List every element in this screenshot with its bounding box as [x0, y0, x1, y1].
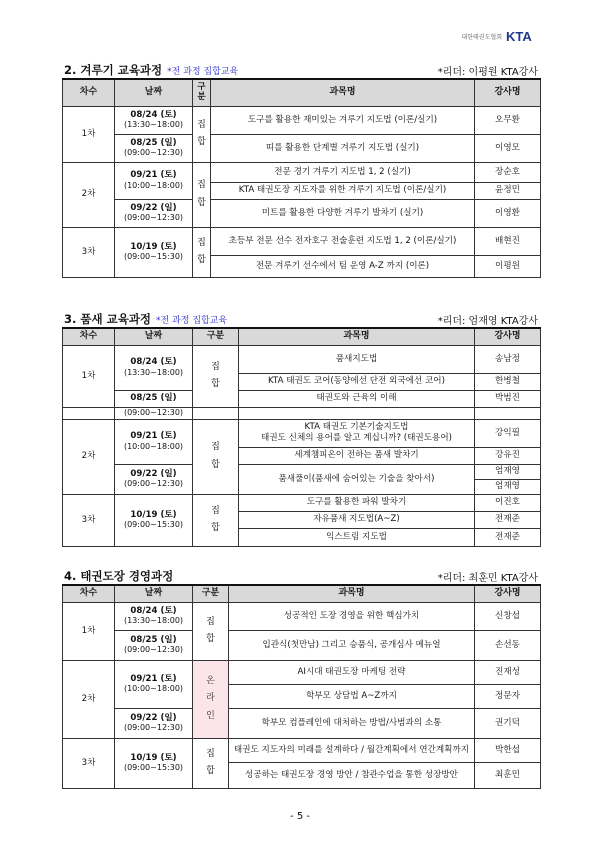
header-round: 차수	[63, 79, 115, 106]
instructor-cell: 최훈민	[475, 762, 541, 788]
table-row	[63, 464, 541, 479]
instructor-cell: 전재준	[475, 511, 541, 528]
instructor-cell: 권기덕	[475, 708, 541, 738]
section-note: *전 과정 집합교육	[167, 67, 239, 77]
instructor-spacer	[475, 407, 541, 419]
round-cell: 3차	[63, 494, 115, 546]
table-row	[63, 345, 541, 373]
instructor-cell: 엄재영	[475, 464, 541, 479]
section-title: 3. 품새 교육과정 *전 과정 집합교육	[64, 312, 228, 326]
date-cell: (09:00~12:30)	[115, 407, 193, 419]
type-cell: 집 합	[193, 738, 229, 788]
date-cell: 10/19 (토) (09:00~15:30)	[115, 738, 193, 788]
date-cell: 09/21 (토) (10:00~18:00)	[115, 660, 193, 708]
instructor-cell: 이평원	[475, 255, 541, 277]
instructor-cell: 장순호	[475, 162, 541, 182]
table-row	[63, 407, 541, 419]
round-cell: 1차	[63, 602, 115, 660]
date-cell: 10/19 (토) (09:00~15:30)	[115, 494, 193, 546]
course-cell: 학부모 컴플레인에 대처하는 방법/사범과의 소통	[229, 708, 475, 738]
type-cell: 집 합	[193, 162, 211, 227]
round-cell: 3차	[63, 738, 115, 788]
course-cell: 입관식(첫만남) 그리고 승품식, 공개심사 메뉴얼	[229, 630, 475, 660]
kta-logo-icon	[506, 29, 542, 43]
date-cell: 09/21 (토) (10:00~18:00)	[115, 162, 193, 199]
header-course: 과목명	[239, 328, 475, 345]
header-course: 과목명	[211, 79, 475, 106]
date-cell: 08/24 (토) (13:30~18:00)	[115, 602, 193, 630]
course-cell: 익스트림 지도법	[239, 528, 475, 546]
instructor-cell: 이진호	[475, 494, 541, 511]
course-cell: KTA 태권도 코어(동양에선 단전 외국에선 코어)	[239, 373, 475, 390]
schedule-table	[62, 584, 541, 789]
round-cell: 2차	[63, 162, 115, 227]
header-date: 날짜	[115, 328, 193, 345]
date-cell: 09/22 (일) (09:00~12:30)	[115, 708, 193, 738]
instructor-cell: 이영모	[475, 134, 541, 162]
course-cell: 전문 겨루기 선수에서 팀 운영 A-Z 까지 (이론)	[211, 255, 475, 277]
table-row	[63, 162, 541, 182]
section-title: 2. 겨루기 교육과정 *전 과정 집합교육	[64, 63, 239, 77]
section-management	[62, 568, 540, 789]
course-cell: 세계챔피온이 전하는 품새 발차기	[239, 447, 475, 464]
course-cell: 태권도와 근육의 이해	[239, 390, 475, 407]
header-round: 차수	[63, 585, 115, 602]
table-row	[63, 390, 541, 407]
header-instructor: 강사명	[475, 328, 541, 345]
header-type: 구분	[193, 328, 239, 345]
table-row	[63, 630, 541, 660]
course-cell: 전문 경기 겨루기 지도법 1, 2 (실기)	[211, 162, 475, 182]
course-cell: AI시대 태권도장 마케팅 전략	[229, 660, 475, 684]
round-cell: 1차	[63, 106, 115, 162]
schedule-table	[62, 78, 541, 278]
org-name-small: 대한태권도협회	[461, 33, 502, 41]
instructor-cell: 송남정	[475, 345, 541, 373]
course-cell: 도구를 활용한 파워 발차기	[239, 494, 475, 511]
instructor-cell: 엄재영	[475, 479, 541, 494]
page-number: - 5 -	[290, 811, 310, 822]
table-row	[63, 199, 541, 213]
instructor-cell: 진재성	[475, 660, 541, 684]
round-cell: 3차	[63, 227, 115, 277]
course-cell: 성공적인 도장 경영을 위한 핵심가치	[229, 602, 475, 630]
date-cell: 08/24 (토) (13:30~18:00)	[115, 106, 193, 134]
course-cell: 품새지도법	[239, 345, 475, 373]
date-cell: 10/19 (토) (09:00~15:30)	[115, 227, 193, 277]
table-row	[63, 738, 541, 762]
type-spacer	[193, 407, 239, 419]
header-round: 차수	[63, 328, 115, 345]
header-instructor: 강사명	[475, 79, 541, 106]
instructor-cell: 배현진	[475, 227, 541, 255]
date-cell: 08/24 (토) (13:30~18:00)	[115, 345, 193, 390]
instructor-cell: 윤정민	[475, 182, 541, 199]
round-cell: 1차	[63, 345, 115, 407]
section-poomsae	[62, 311, 540, 547]
date-cell: 09/21 (토) (10:00~18:00)	[115, 419, 193, 464]
header-type: 구 분	[193, 79, 211, 106]
header-instructor: 강사명	[475, 585, 541, 602]
header-date: 날짜	[115, 585, 193, 602]
section-sparring	[62, 62, 540, 278]
section-leader: *리더: 엄재영 KTA강사	[437, 316, 538, 327]
round-cell: 2차	[63, 660, 115, 738]
kta-logo-text: KTA	[506, 29, 532, 43]
table-header-row	[63, 585, 541, 602]
course-cell: 초등부 전문 선수 전자호구 전술훈련 지도법 1, 2 (이론/실기)	[211, 227, 475, 255]
header-type: 구분	[193, 585, 229, 602]
type-cell: 집 합	[193, 494, 239, 546]
schedule-table	[62, 327, 541, 547]
table-row	[63, 227, 541, 255]
section-leader: *리더: 최훈민 KTA강사	[437, 573, 538, 584]
section-leader: *리더: 이평원 KTA강사	[437, 67, 538, 78]
course-cell: 미트를 활용한 다양한 겨루기 발차기 (실기)	[211, 199, 475, 227]
course-cell: 자유품새 지도법(A~Z)	[239, 511, 475, 528]
table-row	[63, 602, 541, 630]
table-row	[63, 660, 541, 684]
section-note: *전 과정 집합교육	[156, 316, 228, 326]
date-cell: 08/25 (일) (09:00~12:30)	[115, 134, 193, 162]
type-cell: 집 합	[193, 602, 229, 660]
type-cell: 집 합	[193, 345, 239, 407]
date-cell: 08/25 (일)	[115, 390, 193, 407]
instructor-cell: 한병철	[475, 373, 541, 390]
instructor-cell: 이영환	[475, 199, 541, 227]
date-cell: 08/25 (일) (09:00~12:30)	[115, 630, 193, 660]
course-cell: 성공하는 태권도장 경영 방안 / 참관수업을 통한 성장방안	[229, 762, 475, 788]
course-cell: 품새풀이(품새에 숨어있는 기술을 찾아서)	[239, 464, 475, 494]
type-cell: 집 합	[193, 227, 211, 277]
header-course: 과목명	[229, 585, 475, 602]
table-row	[63, 419, 541, 447]
type-cell: 집 합	[193, 419, 239, 494]
round-cell: 2차	[63, 419, 115, 494]
table-row	[63, 494, 541, 511]
table-header-row	[63, 79, 541, 106]
header-date: 날짜	[115, 79, 193, 106]
instructor-cell: 박범진	[475, 390, 541, 407]
table-row	[63, 708, 541, 738]
instructor-cell: 손선동	[475, 630, 541, 660]
date-cell: 09/22 (일) (09:00~12:30)	[115, 464, 193, 494]
instructor-cell: 신창섭	[475, 602, 541, 630]
course-cell: 태권도 지도자의 미래를 설계하다 / 월간계획에서 연간계획까지	[229, 738, 475, 762]
course-cell: 도구를 활용한 재미있는 겨루기 지도법 (이론/실기)	[211, 106, 475, 134]
course-cell: KTA 태권도장 지도자를 위한 겨루기 지도법 (이론/실기)	[211, 182, 475, 199]
instructor-cell: 오무환	[475, 106, 541, 134]
type-cell-online: 온 라 인	[193, 660, 229, 738]
course-cell: 띠를 활용한 단계별 겨루기 지도법 (실기)	[211, 134, 475, 162]
instructor-cell: 강유진	[475, 447, 541, 464]
instructor-cell: 전재준	[475, 528, 541, 546]
section-title: 4. 태권도장 경영과정	[64, 569, 174, 583]
round-spacer	[63, 407, 115, 419]
instructor-cell: 정문자	[475, 684, 541, 708]
table-row	[63, 106, 541, 134]
course-cell: 학부모 상담법 A~Z까지	[229, 684, 475, 708]
course-cell: KTA 태권도 기본기술지도법 태권도 신체의 용어를 알고 계십니까? (태권도용어)	[239, 419, 475, 447]
date-cell: 09/22 (일) (09:00~12:30)	[115, 199, 193, 227]
instructor-cell: 박한섭	[475, 738, 541, 762]
table-header-row	[63, 328, 541, 345]
course-spacer	[239, 407, 475, 419]
instructor-cell: 강익필	[475, 419, 541, 447]
type-cell: 집 합	[193, 106, 211, 162]
table-row	[63, 134, 541, 162]
kta-logo	[461, 29, 542, 43]
